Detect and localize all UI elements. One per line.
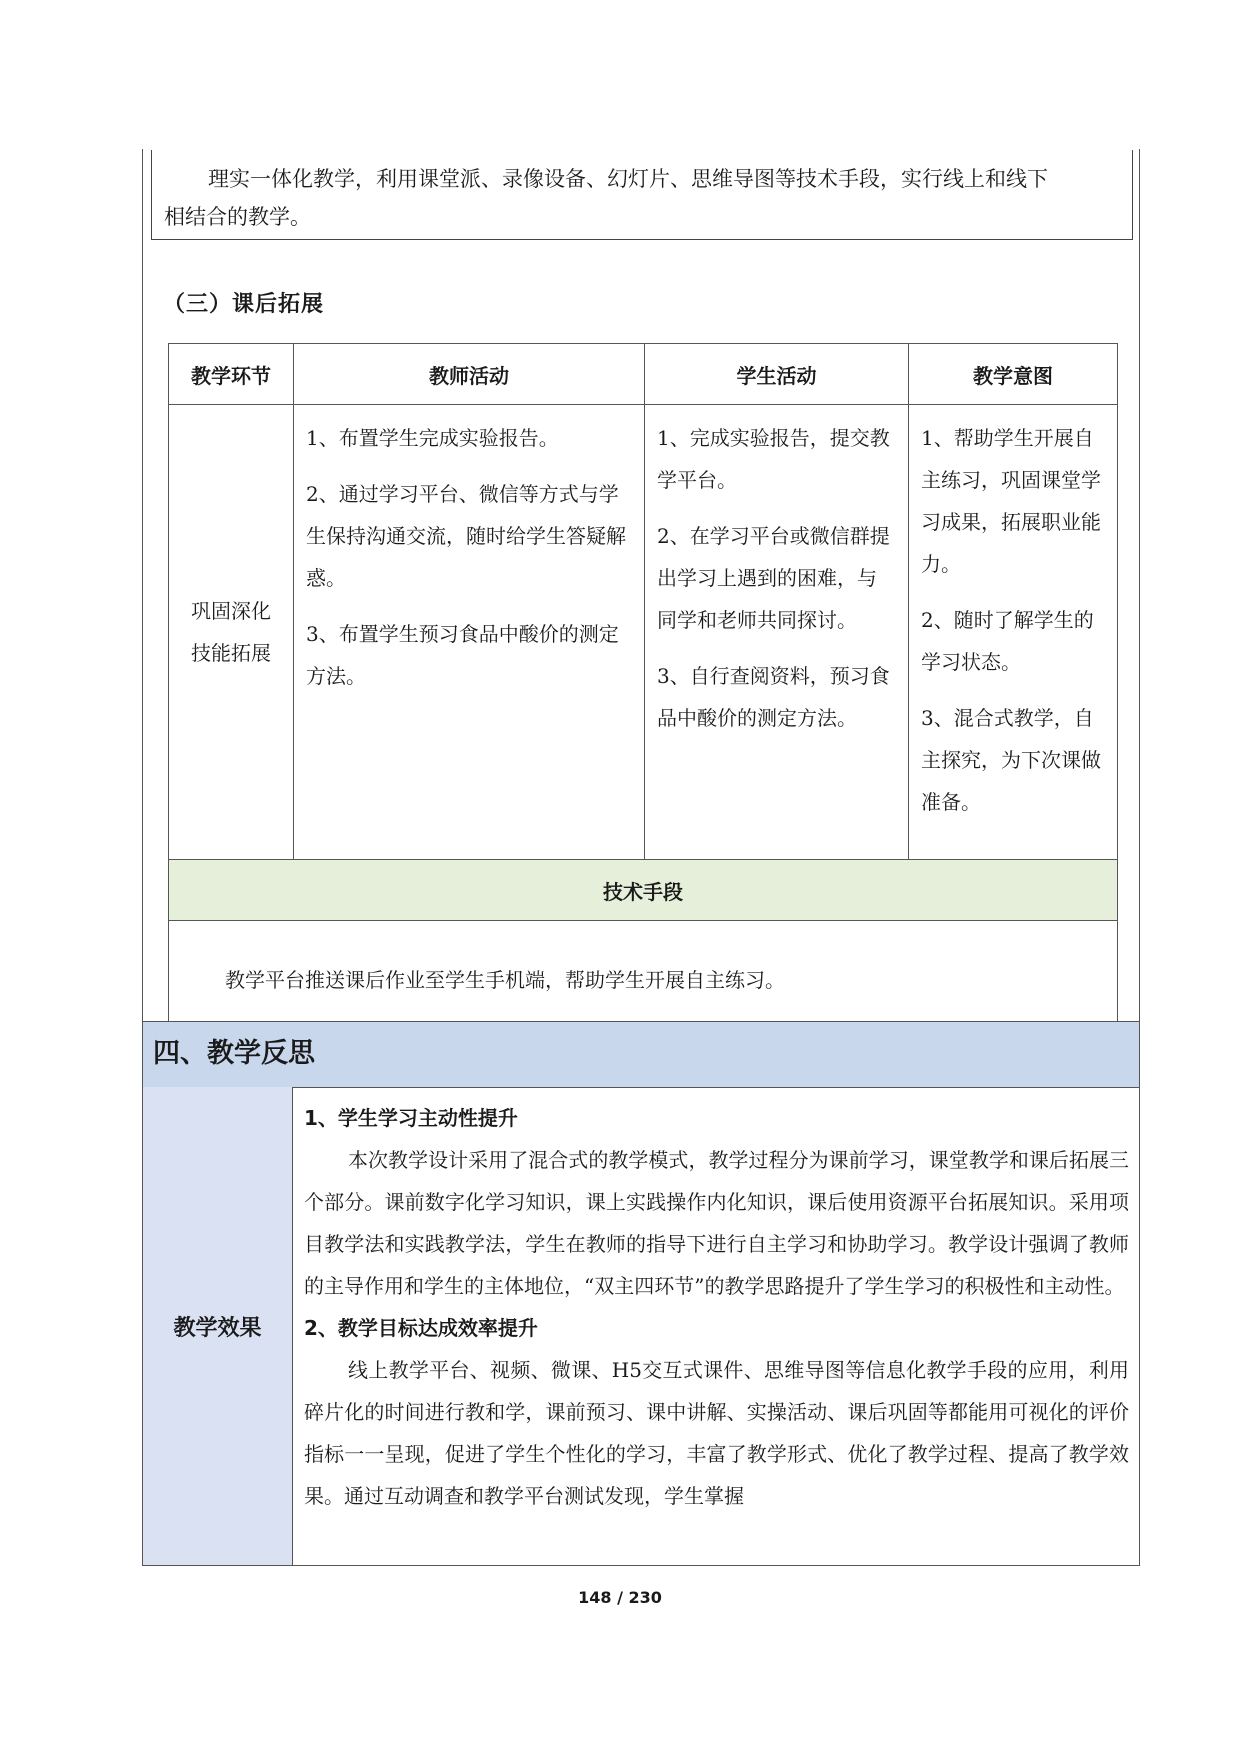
teacher-activity-cell — [294, 405, 645, 860]
teaching-effect-content — [292, 1087, 1140, 1566]
table-row — [169, 405, 1118, 860]
header-student-activity: 学生活动 — [645, 344, 909, 405]
list-item: 1、布置学生完成实验报告。 — [306, 426, 559, 450]
tech-body-row — [169, 921, 1118, 1036]
tech-header-row — [169, 860, 1118, 921]
effect-paragraph-2: 线上教学平台、视频、微课、H5交互式课件、思维导图等信息化教学手段的应用，利用碎片化的时间进行教和学，课前预习、课中讲解、实操活动、课后巩固等都能用可视化的评价指标一一呈现，促进了学生个性化的学习，丰富了教学形式、优化了教学过程、提高了教学效果。通过互动调查和教学平台测试发现，学生掌握 — [304, 1358, 1129, 1508]
list-item: 3、混合式教学，自主探究，为下次课做准备。 — [921, 706, 1101, 814]
stage-line: 巩固深化 — [191, 599, 271, 623]
list-item: 1、帮助学生开展自主练习，巩固课堂学习成果，拓展职业能力。 — [921, 426, 1101, 576]
intro-line-1: 理实一体化教学，利用课堂派、录像设备、幻灯片、思维导图等技术手段，实行线上和线下 — [208, 167, 1048, 191]
intro-line-2: 相结合的教学。 — [164, 205, 311, 229]
stage-cell — [169, 405, 294, 860]
effect-heading-1: 1、学生学习主动性提升 — [304, 1106, 518, 1130]
page-number: 148 / 230 — [578, 1588, 662, 1607]
list-item: 1、完成实验报告，提交教学平台。 — [657, 426, 890, 492]
stage-line: 技能拓展 — [191, 641, 271, 665]
intro-text-box — [151, 150, 1133, 240]
table-header-row — [169, 344, 1118, 405]
effect-paragraph-1: 本次教学设计采用了混合式的教学模式，教学过程分为课前学习，课堂教学和课后拓展三个部分。课前数字化学习知识，课上实践操作内化知识，课后使用资源平台拓展知识。采用项目教学法和实践教学法，学生在教师的指导下进行自主学习和协助学习。教学设计强调了教师的主导作用和学生的主体地位，“双主四环节”的教学思路提升了学生学习的积极性和主动性。 — [304, 1148, 1129, 1298]
section-title: （三）课后拓展 — [163, 292, 325, 317]
list-item: 2、通过学习平台、微信等方式与学生保持沟通交流，随时给学生答疑解惑。 — [306, 482, 626, 590]
tech-means-header: 技术手段 — [169, 860, 1118, 921]
list-item: 2、随时了解学生的学习状态。 — [921, 608, 1094, 674]
teaching-intent-cell — [909, 405, 1118, 860]
list-item: 3、自行查阅资料，预习食品中酸价的测定方法。 — [657, 664, 890, 730]
tech-means-text: 教学平台推送课后作业至学生手机端，帮助学生开展自主练习。 — [169, 921, 1118, 1036]
effect-heading-2: 2、教学目标达成效率提升 — [304, 1316, 538, 1340]
header-teaching-intent: 教学意图 — [909, 344, 1118, 405]
list-item: 2、在学习平台或微信群提出学习上遇到的困难，与同学和老师共同探讨。 — [657, 524, 890, 632]
header-teacher-activity: 教师活动 — [294, 344, 645, 405]
teaching-effect-label: 教学效果 — [142, 1087, 293, 1566]
reflection-section-title: 四、教学反思 — [142, 1021, 1140, 1088]
student-activity-cell — [645, 405, 909, 860]
header-stage: 教学环节 — [169, 344, 294, 405]
after-class-extension-table — [168, 343, 1118, 1036]
list-item: 3、布置学生预习食品中酸价的测定方法。 — [306, 622, 619, 688]
